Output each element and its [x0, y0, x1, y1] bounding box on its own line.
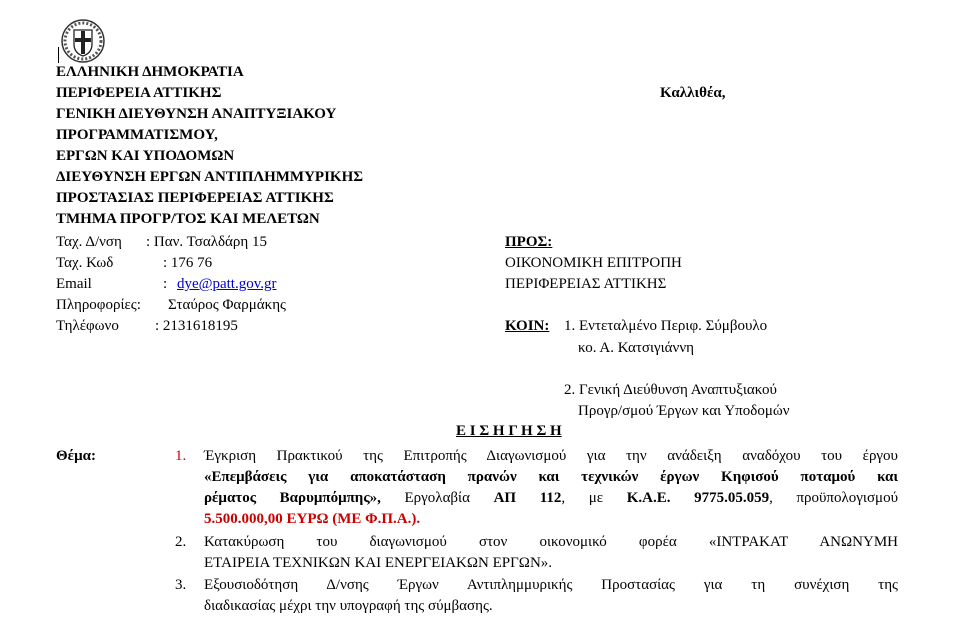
recipient-line-1: ΟΙΚΟΝΟΜΙΚΗ ΕΠΙΤΡΟΠΗ	[505, 255, 682, 271]
subject-item-1-number: 1.	[175, 448, 187, 464]
with-text: , με	[561, 490, 627, 506]
subject-item-2-line-2: ΕΤΑΙΡΕΙΑ ΤΕΧΝΙΚΩΝ ΚΑΙ ΕΝΕΡΓΕΙΑΚΩΝ ΕΡΓΩΝ».	[204, 555, 553, 571]
recipient-label: ΠΡΟΣ:	[505, 234, 553, 250]
text-cursor	[58, 47, 59, 63]
kae-code: Κ.Α.Ε. 9775.05.059	[626, 490, 770, 506]
header-line-7: ΠΡΟΣΤΑΣΙΑΣ ΠΕΡΙΦΕΡΕΙΑΣ ΑΤΤΙΚΗΣ	[56, 190, 334, 206]
phone-label: Τηλέφωνο	[56, 318, 119, 334]
cc-item-2-line-2: Προγρ/σμού Έργων και Υποδομών	[578, 403, 790, 419]
place-date: Καλλιθέα,	[660, 85, 726, 101]
phone-value: : 2131618195	[155, 318, 238, 334]
subject-item-1	[204, 446, 898, 530]
subject-item-1-line-2: «Επεμβάσεις για αποκατάσταση πρανών και τεχνικών έργων Κηφισού ποταμού και	[204, 469, 898, 485]
postcode-label: Ταχ. Κωδ	[56, 255, 114, 271]
subject-item-2-number: 2.	[175, 534, 187, 550]
subject-item-1-line-1: Έγκριση Πρακτικού της Επιτροπής Διαγωνισμού για την ανάδειξη αναδόχου του έργου	[204, 448, 898, 464]
budget-text: , προϋπολογισμού	[769, 490, 898, 506]
cc-label: ΚΟΙΝ:	[505, 318, 550, 334]
cc-item-1-line-2: κο. Α. Κατσιγιάννη	[578, 340, 694, 356]
contract-code: ΑΠ 112	[493, 490, 562, 506]
email-label: Email	[56, 276, 92, 292]
recipient-line-2: ΠΕΡΙΦΕΡΕΙΑΣ ΑΤΤΙΚΗΣ	[505, 276, 667, 292]
postcode-value: : 176 76	[163, 255, 213, 271]
header-line-3: ΓΕΝΙΚΗ ΔΙΕΥΘΥΝΣΗ ΑΝΑΠΤΥΞΙΑΚΟΥ	[56, 106, 337, 122]
subject-label: Θέμα:	[56, 448, 96, 464]
header-line-4: ΠΡΟΓΡΑΜΜΑΤΙΣΜΟΥ,	[56, 127, 218, 143]
subject-item-2-line-1: Κατακύρωση του διαγωνισμού στον οικονομικό φορέα «ΙΝΤΡΑΚΑΤ ΑΝΩΝΥΜΗ	[204, 534, 898, 550]
subject-item-3-line-1: Εξουσιοδότηση Δ/νσης Έργων Αντιπλημμυρικής Προστασίας για τη συνέχιση της	[204, 577, 898, 593]
header-line-5: ΕΡΓΩΝ ΚΑΙ ΥΠΟΔΟΜΩΝ	[56, 148, 235, 164]
project-name-end: ρέματος Βαρυμπόμπης»,	[204, 490, 381, 506]
budget-amount: 5.500.000,00 ΕΥΡΩ (ΜΕ Φ.Π.Α.).	[204, 511, 421, 527]
info-label: Πληροφορίες:	[56, 297, 141, 313]
subject-item-3-number: 3.	[175, 577, 187, 593]
greek-emblem-icon	[60, 18, 106, 64]
header-line-2: ΠΕΡΙΦΕΡΕΙΑ ΑΤΤΙΚΗΣ	[56, 85, 222, 101]
subject-item-3-line-2: διαδικασίας μέχρι την υπογραφή της σύμβασης.	[204, 598, 493, 614]
header-line-8: ΤΜΗΜΑ ΠΡΟΓΡ/ΤΟΣ ΚΑΙ ΜΕΛΕΤΩΝ	[56, 211, 320, 227]
cc-item-2-line-1: 2. Γενική Διεύθυνση Αναπτυξιακού	[564, 382, 777, 398]
header-line-6: ΔΙΕΥΘΥΝΣΗ ΕΡΓΩΝ ΑΝΤΙΠΛΗΜΜΥΡΙΚΗΣ	[56, 169, 364, 185]
address-value: : Παν. Τσαλδάρη 15	[146, 234, 267, 250]
document-title: Ε Ι Σ Η Γ Η Σ Η	[456, 423, 562, 439]
info-value: Σταύρος Φαρμάκης	[168, 297, 287, 313]
cc-item-1-line-1: 1. Εντεταλμένο Περιφ. Σύμβουλο	[564, 318, 768, 334]
email-separator: :	[163, 276, 168, 292]
subject-item-2	[204, 532, 898, 574]
email-link[interactable]: dye@patt.gov.gr	[177, 276, 277, 292]
address-label: Ταχ. Δ/νση	[56, 234, 122, 250]
contract-text: Εργολαβία	[380, 490, 494, 506]
subject-item-1-line-3	[204, 488, 898, 509]
header-line-1: ΕΛΛΗΝΙΚΗ ΔΗΜΟΚΡΑΤΙΑ	[56, 64, 244, 80]
